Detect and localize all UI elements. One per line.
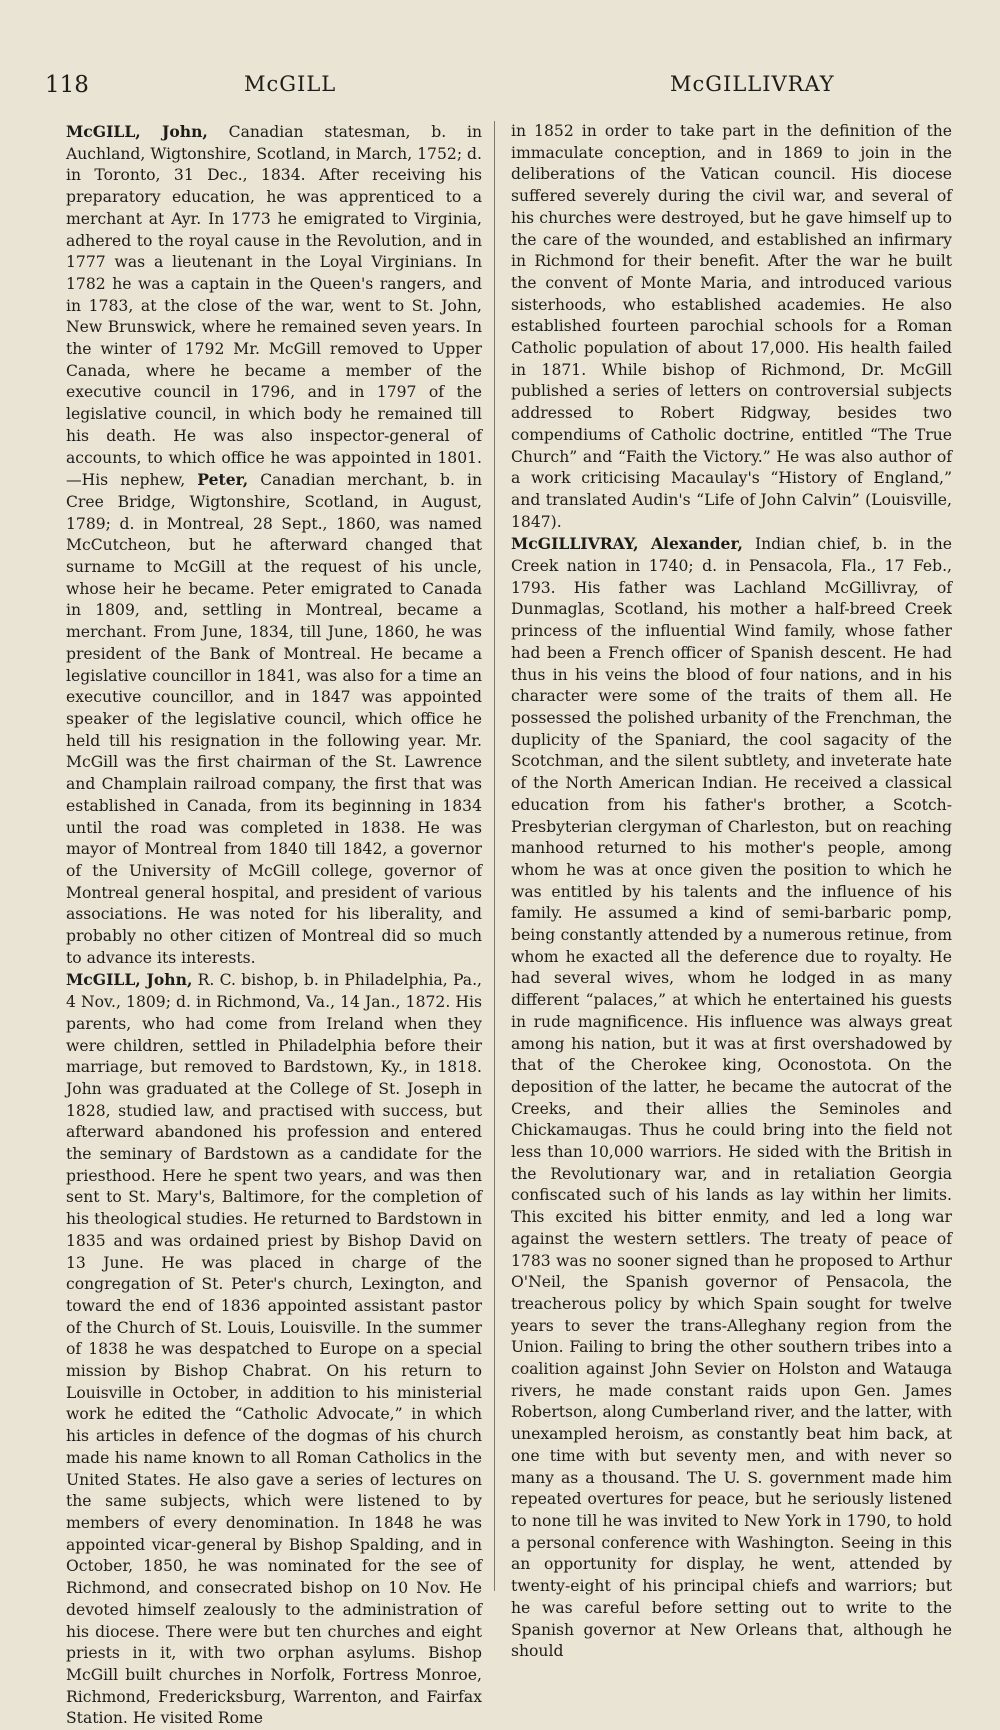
entry-text: Canadian merchant, b. in Cree Bridge, Wigtonshire, Scotland, in August, 1789; d. in Montreal, 28 Sept., 1860, was named McCutcheon, but he afterward changed that surname to McGill at the request of his uncle, whose heir he became. Peter emigrated to Canada in 1809, and, settling in Montreal, became a merchant. From June, 1834, till June, 1860, he was president of the Bank of Montreal. He became a legislative councillor in 1841, was also for a time an executive councillor, and in 1847 was appointed speaker of the legislative council, which office he held till his resignation in the following year. Mr. McGill was the first chairman of the St. Lawrence and Champlain railroad company, the first that was established in Canada, from its beginning in 1834 until the road was completed in 1838. He was mayor of Montreal from 1840 till 1842, a governor of the University of McGill college, governor of Montreal general hospital, and president of various associations. He was noted for his liberality, and probably no other citizen of Montreal did so much to advance its interests. [66, 471, 482, 967]
entry-headword: McGILL, John, [66, 122, 208, 141]
entry-headword: McGILL, John, [66, 970, 193, 990]
page-number: 118 [45, 72, 89, 98]
entry-headword: McGILLIVRAY, Alexander, [511, 534, 743, 554]
running-head-left: McGILL [244, 72, 337, 96]
entry-subheadword: Peter, [197, 470, 249, 490]
entry-mcgillivray-alexander [511, 533, 952, 1663]
running-head-right: McGILLIVRAY [670, 72, 835, 96]
entry-text: Canadian statesman, b. in Auchland, Wigtonshire, Scotland, in March, 1752; d. in Toronto, 31 Dec., 1834. After receiving his preparatory education, he was apprenticed to a merchant at Ayr. In 1773 he emigrated to Virginia, adhered to the royal cause in the Revolution, and in 1777 was a lieutenant in the Loyal Virginians. In 1782 he was a captain in the Queen's rangers, and in 1783, at the close of the war, went to St. John, New Brunswick, where he remained seven years. In the winter of 1792 Mr. McGill removed to Upper Canada, where he became a member of the executive council in 1796, and in 1797 of the legislative council, in which body he remained till his death. He was also inspector-general of accounts, to which office he was appointed in 1801. —His nephew, [66, 123, 482, 490]
left-column [66, 121, 482, 1730]
right-column [511, 121, 952, 1663]
entry-text-part-2: in 1852 in order to take part in the definition of the immaculate conception, and in 1869 to join in the deliberations of the Vatican council. His diocese suffered severely during the civil war, and several of his churches were destroyed, but he gave himself up to the care of the wounded, and established an infirmary in Richmond for their benefit. After the war he built the convent of Monte Maria, and introduced various sisterhoods, who established academies. He also established fourteen parochial schools for a Roman Catholic population of about 17,000. His health failed in 1871. While bishop of Richmond, Dr. McGill published a series of letters on controversial subjects addressed to Robert Ridgway, besides two compendiums of Catholic doctrine, entitled “The True Church” and “Faith the Victory.” He was also author of a work criticising Macaulay's “History of England,” and translated Audin's “Life of John Calvin” (Louisville, 1847). [511, 122, 952, 531]
entry-mcgill-john-bishop [66, 969, 482, 1730]
entry-mcgill-john-bishop-continued [511, 121, 952, 533]
column-divider [494, 121, 495, 1591]
entry-text: Indian chief, b. in the Creek nation in 1740; d. in Pensacola, Fla., 17 Feb., 1793. His father was Lachland McGillivray, of Dunmaglas, Scotland, his mother a half-breed Creek princess of the influential Wind family, whose father had been a French officer of Spanish descent. He had thus in his veins the blood of four nations, and in his character were some of the traits of them all. He possessed the polished urbanity of the Frenchman, the duplicity of the Spaniard, the cool sagacity of the Scotchman, and the silent subtlety, and inveterate hate of the North American Indian. He received a classical education from his father's brother, a Scotch-Presbyterian clergyman of Charleston, but on reaching manhood returned to his mother's people, among whom he was at once given the position to which he was entitled by his talents and the influence of his family. He assumed a kind of semi-barbaric pomp, being constantly attended by a numerous retinue, from whom he exacted all the deference due to royalty. He had several wives, whom he lodged in as many different “palaces,” at which he entertained his guests in rude magnificence. His influence was always great among his nation, but it was at first overshadowed by that of the Cherokee king, Oconostota. On the deposition of the latter, he became the autocrat of the Creeks, and their allies the Seminoles and Chickamaugas. Thus he could bring into the field not less than 10,000 warriors. He sided with the British in the Revolutionary war, and in retaliation Georgia confiscated such of his lands as lay within her limits. This excited his bitter enmity, and led a long war against the western settlers. The treaty of peace of 1783 was no sooner signed than he proposed to Arthur O'Neil, the Spanish governor of Pensacola, the treacherous policy by which Spain sought for twelve years to sever the trans-Alleghany region from the Union. Failing to bring the other southern tribes into a coalition against John Sevier on Holston and Watauga rivers, he made constant raids upon Gen. James Robertson, along Cumberland river, and the latter, with unexampled heroism, as constantly beat him back, at one time with but seventy men, and with never so many as a thousand. The U. S. government made him repeated overtures for peace, but he seriously listened to none till he was invited to New York in 1790, to hold a personal conference with Washington. Seeing in this an opportunity for display, he went, attended by twenty-eight of his principal chiefs and warriors; but he was careful before setting out to write to the Spanish governor at New Orleans that, although he should [511, 535, 953, 1661]
entry-mcgill-john-statesman [66, 121, 482, 969]
entry-text-part-1: R. C. bishop, b. in Philadelphia, Pa., 4 Nov., 1809; d. in Richmond, Va., 14 Jan., 1872. His parents, who had come from Ireland when they were children, settled in Philadelphia before their marriage, but removed to Bardstown, Ky., in 1818. John was graduated at the College of St. Joseph in 1828, studied law, and practised with success, but afterward abandoned his profession and entered the seminary of Bardstown as a candidate for the priesthood. Here he spent two years, and was then sent to St. Mary's, Baltimore, for the completion of his theological studies. He returned to Bardstown in 1835 and was ordained priest by Bishop David on 13 June. He was placed in charge of the congregation of St. Peter's church, Lexington, and toward the end of 1836 appointed assistant pastor of the Church of St. Louis, Louisville. In the summer of 1838 he was despatched to Europe on a special mission by Bishop Chabrat. On his return to Louisville in October, in addition to his ministerial work he edited the “Catholic Advocate,” in which his articles in defence of the dogmas of his church made his name known to all Roman Catholics in the United States. He also gave a series of lectures on the same subjects, which were listened to by members of every denomination. In 1848 he was appointed vicar-general by Bishop Spalding, and in October, 1850, he was nominated for the see of Richmond, and consecrated bishop on 10 Nov. He devoted himself zealously to the administration of his diocese. There were but ten churches and eight priests in it, with two orphan asylums. Bishop McGill built churches in Norfolk, Fortress Monroe, Richmond, Fredericksburg, Warrenton, and Fairfax Station. He visited Rome [66, 971, 482, 1728]
